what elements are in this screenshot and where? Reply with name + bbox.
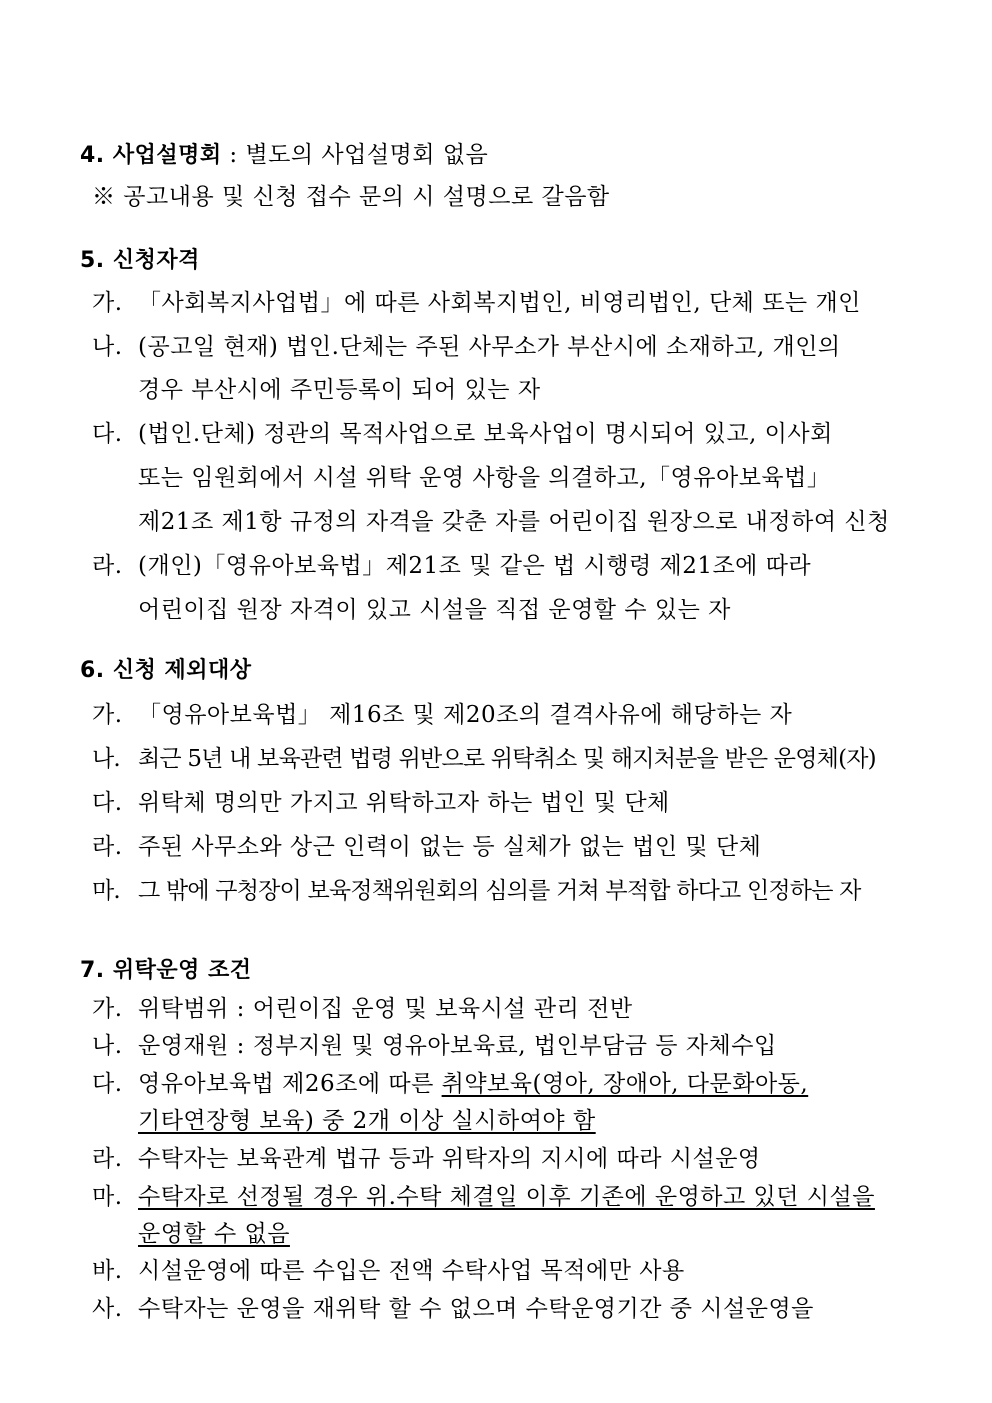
- section-5-heading: 5. 신청자격: [80, 248, 200, 273]
- item-text: 시설운영에 따른 수입은 전액 수탁사업 목적에만 사용: [138, 1258, 685, 1284]
- section-4-desc: : 별도의 사업설명회 없음: [221, 142, 489, 168]
- section-6-item-ga: [92, 700, 792, 730]
- section-7-item-ra: [92, 1144, 761, 1174]
- item-text: 「영유아보육법」 제16조 및 제20조의 결격사유에 해당하는 자: [138, 702, 793, 728]
- item-text: 수탁자는 보육관계 법규 등과 위탁자의 지시에 따라 시설운영: [138, 1146, 761, 1172]
- item-text-underlined: 취약보육(영아, 장애아, 다문화아동,: [441, 1071, 809, 1097]
- item-marker: 다.: [92, 1071, 123, 1097]
- item-marker: 나.: [92, 746, 120, 772]
- item-marker: 다.: [92, 790, 123, 816]
- item-marker: 라.: [92, 834, 123, 860]
- item-marker: 사.: [92, 1296, 123, 1322]
- section-6-item-da: [92, 788, 670, 818]
- item-text: 운영재원 : 정부지원 및 영유아보육료, 법인부담금 등 자체수입: [138, 1033, 777, 1059]
- item-marker: 마.: [92, 878, 120, 904]
- item-marker: 가.: [92, 996, 123, 1022]
- section-5-item-ra-cont: 어린이집 원장 자격이 있고 시설을 직접 운영할 수 있는 자: [138, 597, 731, 623]
- item-marker: 라.: [92, 1146, 123, 1172]
- section-6-item-ma: [92, 876, 861, 906]
- item-marker: 라.: [92, 553, 123, 579]
- item-text: 「사회복지사업법」에 따른 사회복지법인, 비영리법인, 단체 또는 개인: [138, 290, 861, 316]
- section-7-item-da: [92, 1069, 808, 1099]
- item-marker: 다.: [92, 421, 123, 447]
- item-text-underlined: 수탁자로 선정될 경우 위.수탁 체결일 이후 기존에 운영하고 있던 시설을: [138, 1184, 875, 1210]
- section-4-heading: [80, 140, 488, 171]
- item-marker: 나.: [92, 334, 123, 360]
- section-5-item-na: [92, 332, 841, 362]
- item-text: 위탁범위 : 어린이집 운영 및 보육시설 관리 전반: [138, 996, 633, 1022]
- section-7-item-ba: [92, 1256, 685, 1286]
- item-text: (공고일 현재) 법인.단체는 주된 사무소가 부산시에 소재하고, 개인의: [138, 334, 841, 360]
- item-text: 영유아보육법 제26조에 따른: [138, 1071, 442, 1097]
- section-5-item-da: [92, 419, 833, 449]
- item-text: 수탁자는 운영을 재위탁 할 수 없으며 수탁운영기간 중 시설운영을: [138, 1296, 814, 1322]
- section-4-note: ※ 공고내용 및 신청 접수 문의 시 설명으로 갈음함: [92, 184, 610, 210]
- item-marker: 바.: [92, 1258, 123, 1284]
- section-5-item-ga: [92, 288, 861, 318]
- item-marker: 마.: [92, 1184, 123, 1210]
- item-text-underlined: 기타연장형 보육) 중 2개 이상 실시하여야 함: [138, 1108, 596, 1134]
- section-5-item-na-cont: 경우 부산시에 주민등록이 되어 있는 자: [138, 377, 541, 403]
- section-6-item-na: [92, 744, 876, 774]
- section-5-item-da-cont1: 또는 임원회에서 시설 위탁 운영 사항을 의결하고,「영유아보육법」: [138, 465, 831, 491]
- section-7-item-sa: [92, 1294, 814, 1324]
- section-7-item-da-cont: [138, 1106, 596, 1136]
- section-4-title: 4. 사업설명회: [80, 143, 222, 168]
- item-marker: 가.: [92, 290, 123, 316]
- item-text-underlined: 운영할 수 없음: [138, 1221, 290, 1247]
- item-text: (개인)「영유아보육법」제21조 및 같은 법 시행령 제21조에 따라: [138, 553, 812, 579]
- section-7-item-na: [92, 1031, 777, 1061]
- section-6-heading: 6. 신청 제외대상: [80, 658, 252, 683]
- item-marker: 가.: [92, 702, 123, 728]
- section-6-item-ra: [92, 832, 761, 862]
- section-5-item-da-cont2: 제21조 제1항 규정의 자격을 갖춘 자를 어린이집 원장으로 내정하여 신청: [138, 509, 890, 535]
- section-7-heading: 7. 위탁운영 조건: [80, 958, 252, 983]
- section-7-item-ma-cont: [138, 1219, 290, 1249]
- item-text: 최근 5년 내 보육관련 법령 위반으로 위탁취소 및 해지처분을 받은 운영체(자): [138, 746, 876, 772]
- item-marker: 나.: [92, 1033, 123, 1059]
- item-text: 그 밖에 구청장이 보육정책위원회의 심의를 거쳐 부적합 하다고 인정하는 자: [138, 878, 861, 904]
- item-text: (법인.단체) 정관의 목적사업으로 보육사업이 명시되어 있고, 이사회: [138, 421, 833, 447]
- section-7-item-ma: [92, 1182, 875, 1212]
- section-7-item-ga: [92, 994, 633, 1024]
- section-5-item-ra: [92, 551, 811, 581]
- item-text: 주된 사무소와 상근 인력이 없는 등 실체가 없는 법인 및 단체: [138, 834, 762, 860]
- item-text: 위탁체 명의만 가지고 위탁하고자 하는 법인 및 단체: [138, 790, 670, 816]
